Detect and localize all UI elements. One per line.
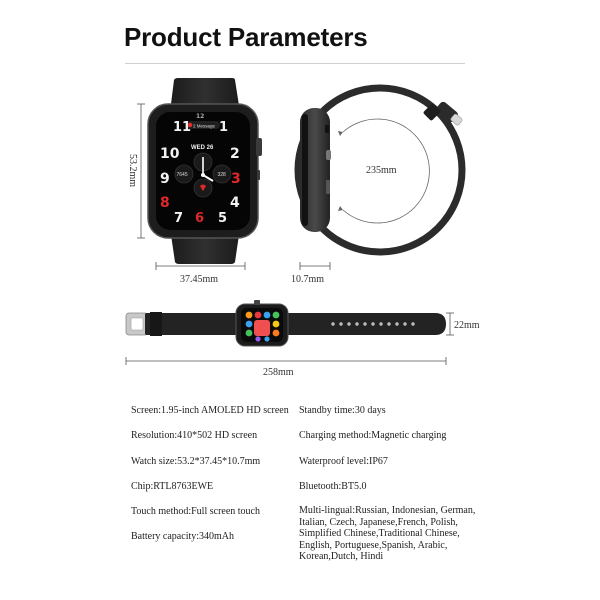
hand-pivot bbox=[201, 173, 205, 177]
spec-battery: Battery capacity:340mAh bbox=[131, 531, 235, 542]
strap-keeper bbox=[150, 312, 162, 336]
date-text: WED 26 bbox=[191, 145, 214, 151]
app-icon-9 bbox=[255, 336, 260, 341]
side-button-2 bbox=[326, 180, 330, 194]
numeral-1: 1 bbox=[219, 120, 229, 135]
notification-text: 2 Message bbox=[193, 123, 216, 129]
flat-strap-view bbox=[126, 300, 446, 346]
numeral-10: 10 bbox=[160, 146, 180, 162]
calories-value: 328 bbox=[217, 172, 226, 178]
spec-screen: Screen:1.95-inch AMOLED HD screen bbox=[131, 405, 289, 416]
height-label: 53.2mm bbox=[127, 153, 139, 188]
spec-touch-method: Touch method:Full screen touch bbox=[131, 506, 260, 517]
steps-value: 7645 bbox=[176, 172, 188, 178]
page-title: Product Parameters bbox=[124, 22, 368, 52]
dimension-lines-side bbox=[300, 262, 330, 270]
language-line: Simplified Chinese,Traditional Chinese, bbox=[299, 528, 460, 540]
numeral-9: 9 bbox=[160, 171, 170, 187]
band-width-label: 22mm bbox=[454, 320, 480, 331]
spec-languages bbox=[299, 505, 475, 563]
app-icon-6 bbox=[273, 321, 280, 328]
app-icon-center bbox=[254, 320, 270, 336]
numeral-8: 8 bbox=[160, 195, 170, 211]
spec-chip: Chip:RTL8763EWE bbox=[131, 481, 214, 492]
numeral-5: 5 bbox=[218, 211, 228, 226]
numeral-6: 6 bbox=[195, 211, 205, 226]
width-label: 37.45mm bbox=[180, 274, 219, 285]
circumference-label: 235mm bbox=[366, 165, 397, 176]
numeral-11: 11 bbox=[173, 120, 192, 135]
app-icon-1 bbox=[246, 312, 253, 319]
side-button-icon bbox=[257, 170, 260, 180]
arc-arrow-top bbox=[338, 131, 343, 136]
app-icon-10 bbox=[264, 336, 269, 341]
language-line: English, Portuguese,Spanish, Arabic, bbox=[299, 539, 448, 551]
app-icon-2 bbox=[255, 312, 262, 319]
side-vent bbox=[325, 125, 329, 133]
arc-arrow-bottom bbox=[338, 206, 343, 211]
spec-waterproof: Waterproof level:IP67 bbox=[299, 456, 388, 467]
spec-charging: Charging method:Magnetic charging bbox=[299, 430, 447, 441]
side-crown-icon bbox=[326, 150, 331, 160]
crown-icon bbox=[256, 138, 262, 156]
screen-edge bbox=[302, 114, 308, 226]
numeral-2: 2 bbox=[230, 146, 240, 162]
total-length-label: 258mm bbox=[263, 367, 294, 378]
numeral-12: 12 bbox=[196, 113, 205, 120]
app-icon-8 bbox=[273, 330, 280, 337]
app-icon-3 bbox=[264, 312, 271, 319]
spec-watch-size: Watch size:53.2*37.45*10.7mm bbox=[131, 456, 261, 467]
thickness-label: 10.7mm bbox=[291, 274, 325, 285]
language-line: Italian, Czech, Japanese,French, Polish, bbox=[299, 516, 458, 528]
spec-standby: Standby time:30 days bbox=[299, 405, 386, 416]
flat-crown-icon bbox=[254, 300, 260, 305]
language-line: Multi-lingual:Russian, Indonesian, German, bbox=[299, 505, 476, 516]
app-icon-5 bbox=[246, 321, 253, 328]
numeral-4: 4 bbox=[230, 195, 240, 211]
numeral-7: 7 bbox=[174, 211, 184, 226]
spec-resolution: Resolution:410*502 HD screen bbox=[131, 430, 258, 441]
front-view-watch bbox=[148, 78, 262, 264]
language-line: Korean,Dutch, Hindi bbox=[299, 551, 384, 563]
spec-bluetooth: Bluetooth:BT5.0 bbox=[299, 481, 367, 492]
app-icon-4 bbox=[273, 312, 280, 319]
app-icon-7 bbox=[246, 330, 253, 337]
numeral-3: 3 bbox=[231, 171, 241, 187]
